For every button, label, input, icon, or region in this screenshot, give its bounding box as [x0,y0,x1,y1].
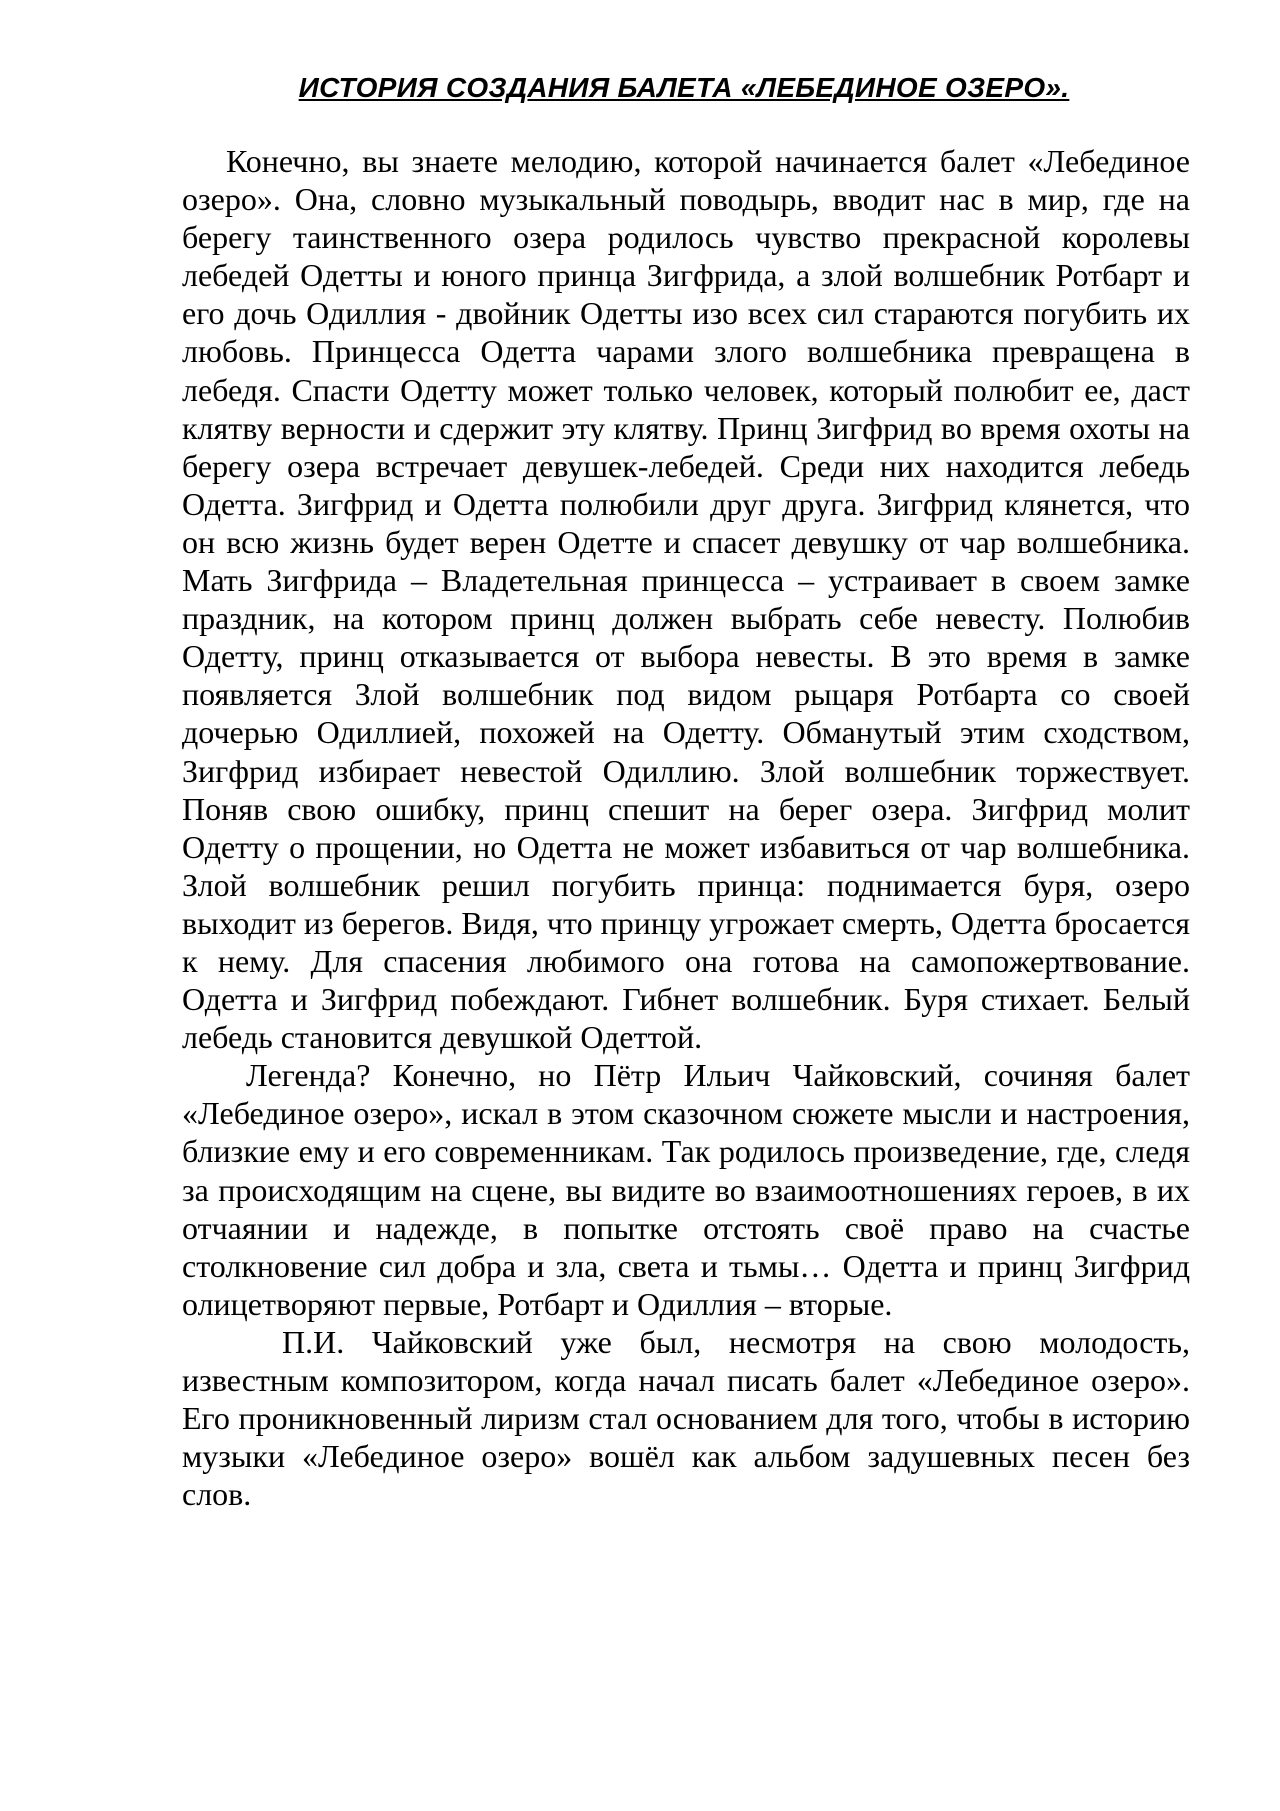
paragraph-3: П.И. Чайковский уже был, несмотря на свою молодость, известным композитором, когда начал писать балет «Лебединое озеро». Его проникновенный лиризм стал основанием для того, чтобы в историю музыки «Лебединое озеро» вошёл как альбом задушевных песен без слов. [182,1323,1190,1513]
paragraph-1: Конечно, вы знаете мелодию, которой начинается балет «Лебединое озеро». Она, словно музыкальный поводырь, вводит нас в мир, где на берегу таинственного озера родилось чувство прекрасной королевы лебедей Одетты и юного принца Зигфрида, а злой волшебник Ротбарт и его дочь Одиллия - двойник Одетты изо всех сил стараются погубить их любовь. Принцесса Одетта чарами злого волшебника превращена в лебедя. Спасти Одетту может только человек, который полюбит ее, даст клятву верности и сдержит эту клятву. Принц Зигфрид во время охоты на берегу озера встречает девушек-лебедей. Среди них находится лебедь Одетта. Зигфрид и Одетта полюбили друг друга. Зигфрид клянется, что он всю жизнь будет верен Одетте и спасет девушку от чар волшебника. Мать Зигфрида – Владетельная принцесса – устраивает в своем замке праздник, на котором принц должен выбрать себе невесту. Полюбив Одетту, принц отказывается от выбора невесты. В это время в замке появляется Злой волшебник под видом рыцаря Ротбарта со своей дочерью Одиллией, похожей на Одетту. Обманутый этим сходством, Зигфрид избирает невестой Одиллию. Злой волшебник торжествует. Поняв свою ошибку, принц спешит на берег озера. Зигфрид молит Одетту о прощении, но Одетта не может избавиться от чар волшебника. Злой волшебник решил погубить принца: поднимается буря, озеро выходит из берегов. Видя, что принцу угрожает смерть, Одетта бросается к нему. Для спасения любимого она готова на самопожертвование. Одетта и Зигфрид побеждают. Гибнет волшебник. Буря стихает. Белый лебедь становится девушкой Одеттой. [182,143,1190,1056]
document-title: ИСТОРИЯ СОЗДАНИЯ БАЛЕТА «ЛЕБЕДИНОЕ ОЗЕРО». [298,72,1070,103]
paragraph-2: Легенда? Конечно, но Пётр Ильич Чайковский, сочиняя балет «Лебединое озеро», искал в этом сказочном сюжете мысли и настроения, близкие ему и его современникам. Так родилось произведение, где, следя за происходящим на сцене, вы видите во взаимоотношениях героев, в их отчаянии и надежде, в попытке отстоять своё право на счастье столкновение сил добра и зла, света и тьмы… Одетта и принц Зигфрид олицетворяют первые, Ротбарт и Одиллия – вторые. [182,1057,1190,1322]
document-body [182,142,1190,1513]
